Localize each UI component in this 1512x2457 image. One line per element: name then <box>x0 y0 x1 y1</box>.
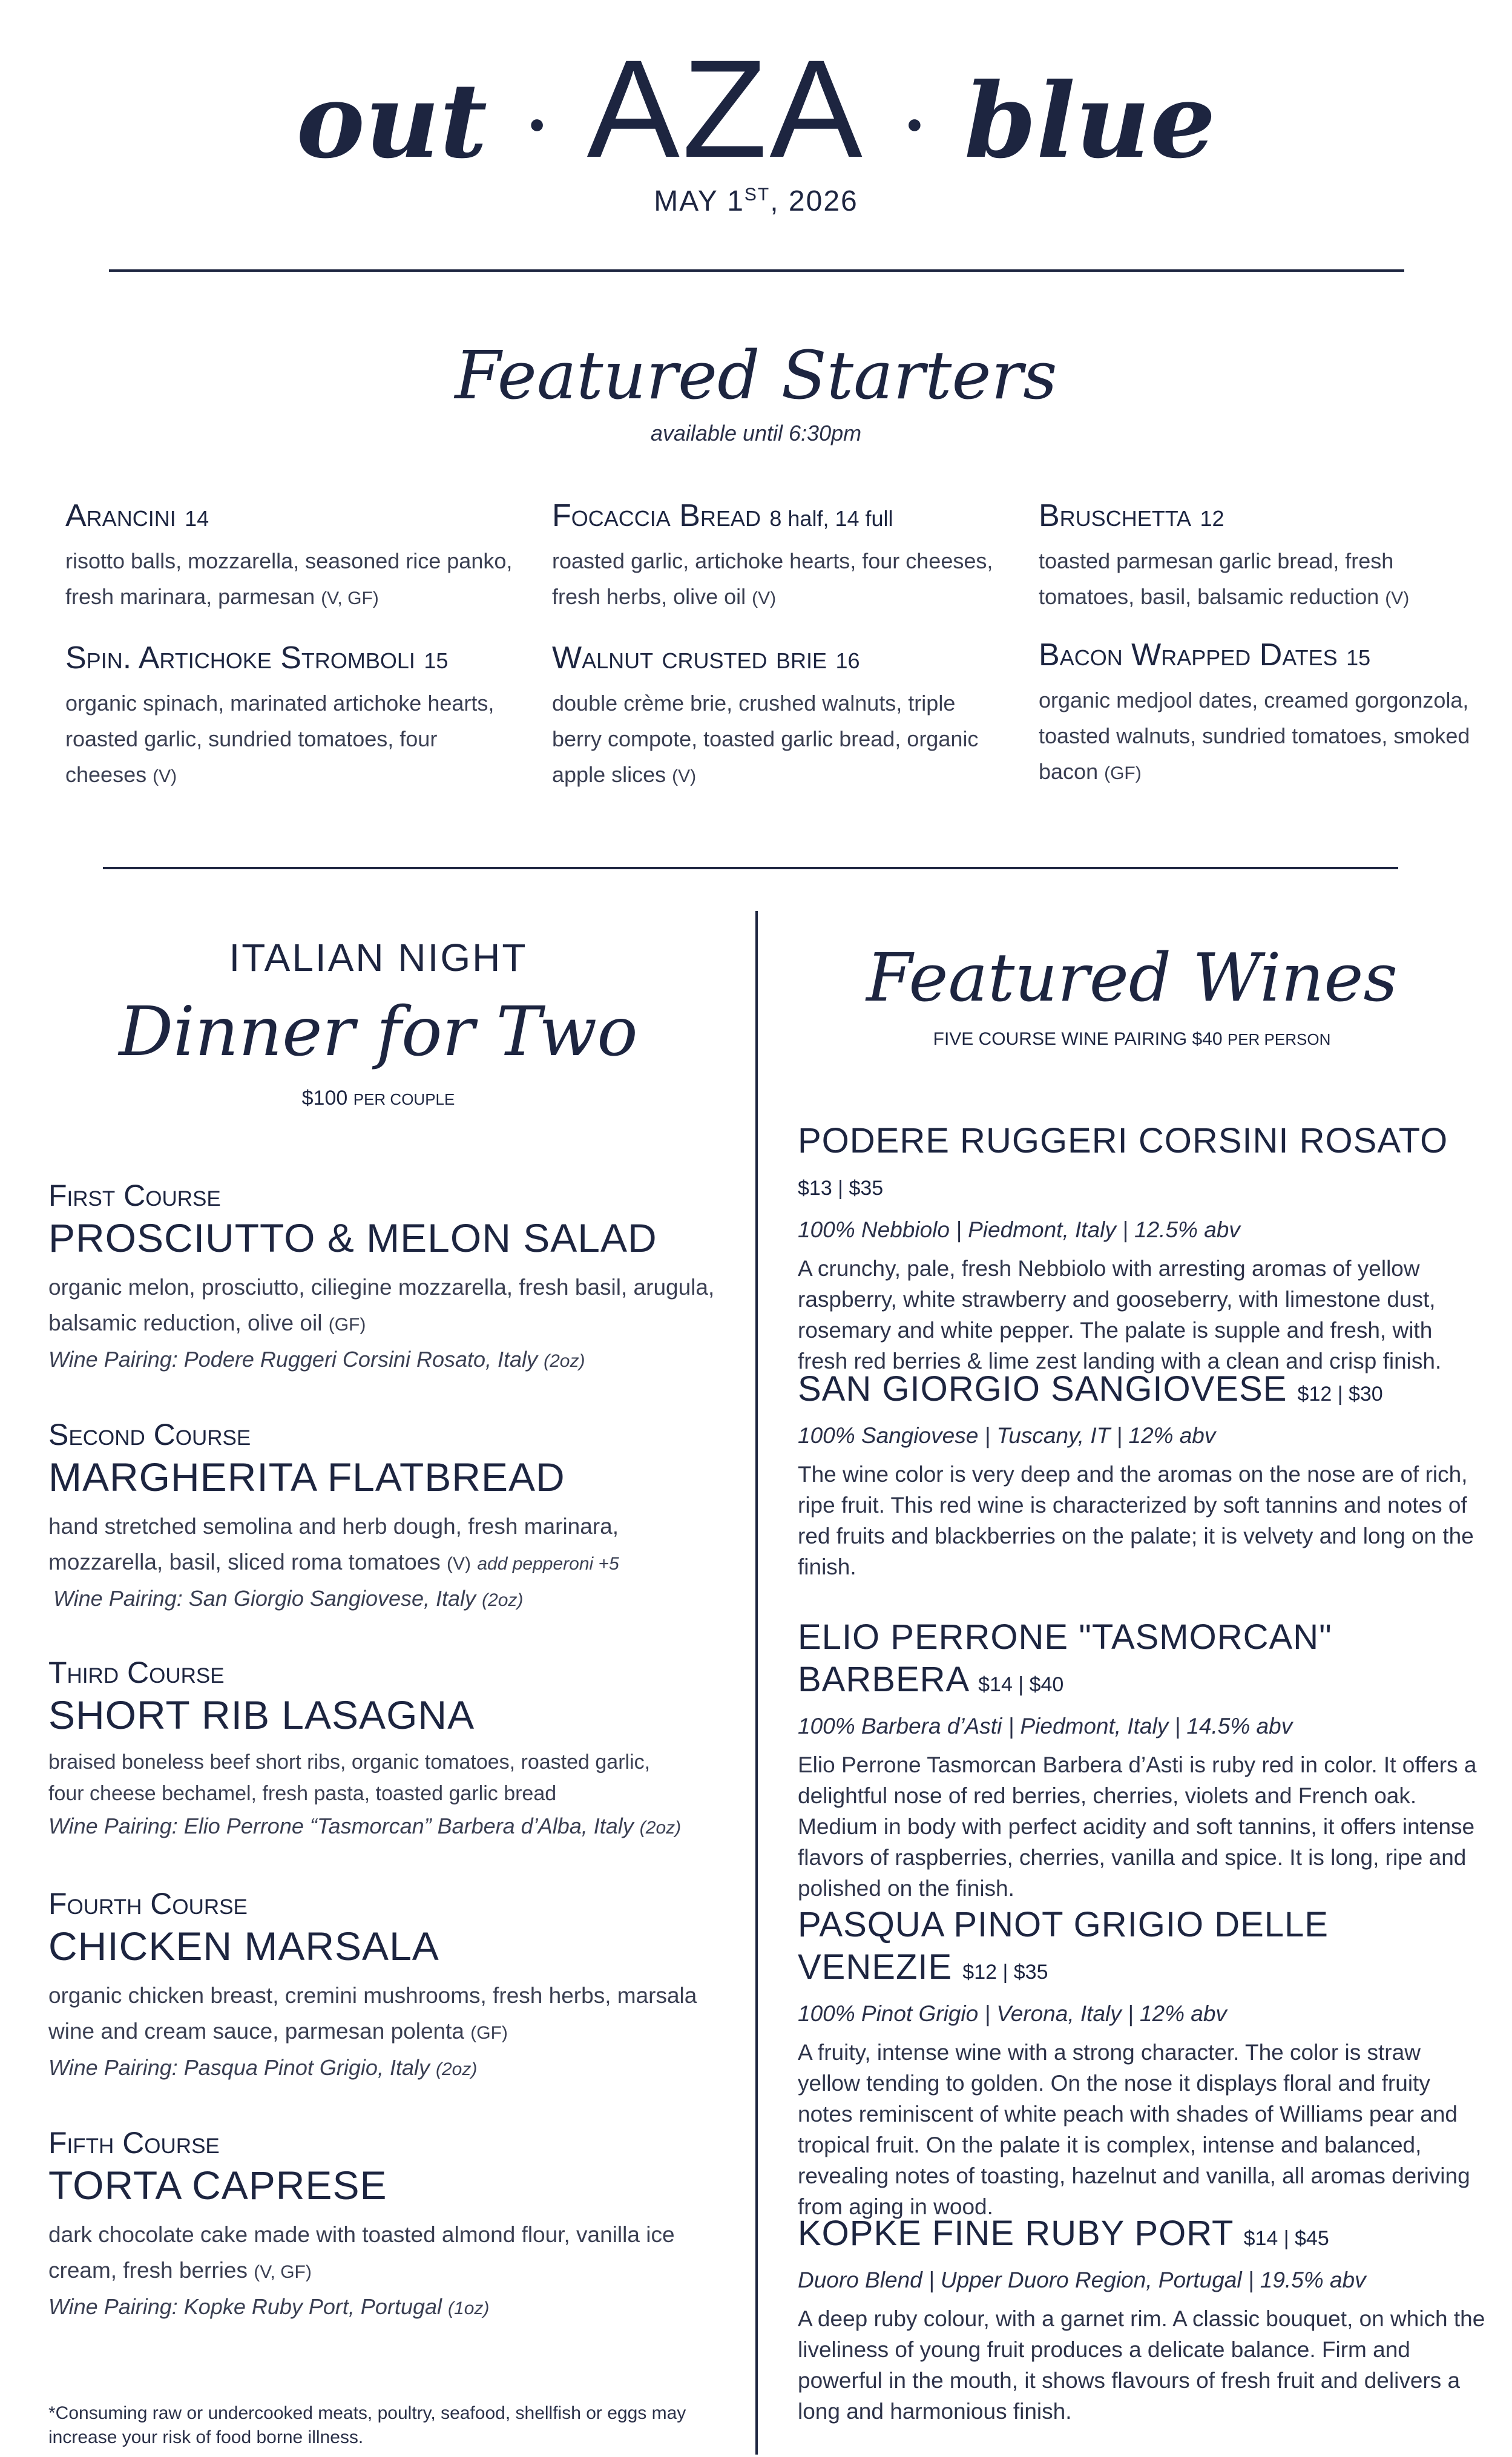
course-block <box>48 1886 732 2087</box>
course-tag: (V) <box>447 1554 472 1574</box>
wine-meta: Duoro Blend | Upper Duoro Region, Portugal | 19.5% abv <box>798 2268 1366 2292</box>
wine-name: PASQUA PINOT GRIGIO DELLE VENEZIE <box>798 1905 1329 1987</box>
starter-item <box>65 639 513 794</box>
wine-meta: 100% Sangiovese | Tuscany, IT | 12% abv <box>798 1423 1216 1448</box>
course-desc: hand stretched semolina and herb dough, fresh marinara, mozzarella, basil, sliced roma tomatoes <box>48 1514 619 1574</box>
course-pairing: Wine Pairing: San Giorgio Sangiovese, Italy <box>53 1586 476 1611</box>
starter-tag: (V) <box>1385 588 1410 608</box>
course-desc: dark chocolate cake made with toasted almond flour, vanilla ice cream, fresh berries <box>48 2222 675 2283</box>
starter-name: Focaccia Bread <box>552 498 761 533</box>
wine-name: PODERE RUGGERI CORSINI ROSATO <box>798 1121 1448 1160</box>
starter-item <box>1039 636 1487 791</box>
starter-item <box>1039 496 1487 616</box>
wine-notes: A deep ruby colour, with a garnet rim. A classic bouquet, on which the liveliness of young fruit produces a delicate balance. Firm and powerful in the mouth, it shows flavours of fresh fruit and delivers a long and harmonious finish. <box>798 2306 1485 2424</box>
wines-pairing-price: $40 <box>1192 1029 1223 1049</box>
starter-tag: (V) <box>672 766 697 786</box>
wine-item <box>798 1368 1488 1582</box>
wine-price: $14 | $45 <box>1243 2227 1329 2250</box>
wines-pairing-unit: PER PERSON <box>1227 1030 1331 1048</box>
course-label: Second Course <box>48 1418 251 1452</box>
divider <box>109 269 1404 272</box>
starter-price: 8 half, 14 full <box>769 506 893 531</box>
starter-price: 12 <box>1200 506 1224 531</box>
course-dish: SHORT RIB LASAGNA <box>48 1692 475 1737</box>
course-pour: (2oz) <box>436 2059 478 2079</box>
wine-notes: The wine color is very deep and the aromas on the nose are of rich, ripe fruit. This red wine is characterized by soft tannins and notes of red fruits and blackberries on the palate; it is velvety and long on the finish. <box>798 1462 1474 1579</box>
column-divider <box>755 911 758 2455</box>
course-desc: braised boneless beef short ribs, organic tomatoes, roasted garlic, four cheese bechamel, fresh pasta, toasted garlic bread <box>48 1751 651 1805</box>
starter-price: 15 <box>424 648 449 673</box>
wine-item <box>798 1904 1488 2222</box>
wines-title: Featured Wines <box>866 939 1398 1016</box>
wines-pairing-label: FIVE COURSE WINE PAIRING <box>933 1029 1188 1049</box>
course-desc: organic chicken breast, cremini mushrooms, fresh herbs, marsala wine and cream sauce, parmesan polenta <box>48 1983 697 2044</box>
starter-name: Bacon Wrapped Dates <box>1039 637 1338 673</box>
course-pour: (2oz) <box>639 1818 682 1838</box>
menu-date <box>0 185 1512 218</box>
course-pairing: Wine Pairing: Elio Perrone “Tasmorcan” Barbera d’Alba, Italy <box>48 1814 634 1838</box>
wine-notes: A crunchy, pale, fresh Nebbiolo with arresting aromas of yellow raspberry, white strawberry and gooseberry, with limestone dust, rosemary and white pepper. The palate is supple and fresh, with fresh red berries & lime zest landing with a clean and crisp finish. <box>798 1256 1442 1373</box>
wine-meta: 100% Pinot Grigio | Verona, Italy | 12% abv <box>798 2001 1227 2026</box>
wine-item <box>798 1616 1488 1904</box>
wine-notes: A fruity, intense wine with a strong character. The color is straw yellow tending to golden. On the nose it displays floral and fruity notes reminiscent of white peach with shades of Williams pear and tropical fruit. On the palate it is complex, intense and balanced, revealing notes of toasting, hazelnut and vanilla, all aromas deriving from aging in wood. <box>798 2040 1470 2219</box>
starter-price: 16 <box>835 648 860 673</box>
wines-subtitle <box>769 1029 1495 1050</box>
course-label: First Course <box>48 1179 221 1212</box>
course-desc: organic melon, prosciutto, ciliegine mozzarella, fresh basil, arugula, balsamic reduction, olive oil <box>48 1275 715 1335</box>
starter-tag: (V) <box>153 766 177 786</box>
course-addon: add pepperoni +5 <box>477 1554 619 1574</box>
course-label: Third Course <box>48 1656 225 1689</box>
dinner-price-unit: PER COUPLE <box>353 1090 455 1108</box>
wine-item <box>798 2212 1488 2427</box>
course-block <box>48 1177 732 1378</box>
food-safety-disclaimer: *Consuming raw or undercooked meats, poultry, seafood, shellfish or eggs may increase your risk of food borne illness. <box>48 2403 686 2447</box>
wine-price: $12 | $30 <box>1297 1383 1383 1406</box>
brand-word-mid: AZA <box>587 31 865 186</box>
course-pairing: Wine Pairing: Podere Ruggeri Corsini Rosato, Italy <box>48 1347 538 1372</box>
brand-dot-icon: · <box>900 73 929 179</box>
starter-tag: (V, GF) <box>321 588 379 608</box>
dinner-kicker: ITALIAN NIGHT <box>229 936 528 979</box>
starter-name: Bruschetta <box>1039 498 1192 533</box>
starter-desc: risotto balls, mozzarella, seasoned rice panko, fresh marinara, parmesan <box>65 548 513 609</box>
starter-price: 14 <box>185 506 209 531</box>
starter-desc: organic medjool dates, creamed gorgonzola, toasted walnuts, sundried tomatoes, smoked bacon <box>1039 688 1470 784</box>
date-year: , 2026 <box>770 185 858 217</box>
course-pour: (2oz) <box>544 1351 585 1371</box>
wine-price: $13 | $35 <box>798 1177 884 1200</box>
course-pour: (1oz) <box>448 2298 490 2318</box>
course-label: Fourth Course <box>48 1887 248 1921</box>
course-dish: CHICKEN MARSALA <box>48 1924 439 1969</box>
starter-desc: double crème brie, crushed walnuts, triple berry compote, toasted garlic bread, organic apple slices <box>552 691 979 787</box>
starter-desc: organic spinach, marinated artichoke hearts, roasted garlic, sundried tomatoes, four cheeses <box>65 691 495 787</box>
wine-name: SAN GIORGIO SANGIOVESE <box>798 1369 1287 1409</box>
wine-price: $12 | $35 <box>962 1961 1048 1984</box>
date-suffix: ST <box>744 185 771 205</box>
wine-item <box>798 1120 1488 1377</box>
starter-item <box>65 496 513 616</box>
starter-desc: roasted garlic, artichoke hearts, four cheeses, fresh herbs, olive oil <box>552 548 993 609</box>
starter-item <box>552 496 1000 616</box>
dinner-price-amount: $100 <box>301 1087 348 1110</box>
course-block <box>48 1416 732 1617</box>
starter-desc: toasted parmesan garlic bread, fresh tomatoes, basil, balsamic reduction <box>1039 548 1394 609</box>
starters-title: Featured Starters <box>455 337 1057 414</box>
course-pour: (2oz) <box>482 1590 524 1610</box>
course-dish: TORTA CAPRESE <box>48 2163 387 2208</box>
starter-tag: (GF) <box>1104 763 1142 783</box>
course-tag: (V, GF) <box>254 2262 312 2282</box>
starters-subtitle: available until 6:30pm <box>650 421 862 446</box>
brand-dot-icon: · <box>522 73 552 179</box>
course-pairing: Wine Pairing: Kopke Ruby Port, Portugal <box>48 2294 442 2319</box>
starter-name: Arancini <box>65 498 176 533</box>
date-main: MAY 1 <box>654 185 744 217</box>
course-tag: (GF) <box>470 2023 508 2043</box>
starter-item <box>552 639 1000 794</box>
wine-meta: 100% Barbera d’Asti | Piedmont, Italy | 14.5% abv <box>798 1714 1293 1738</box>
wine-name: ELIO PERRONE "TASMORCAN" BARBERA <box>798 1617 1332 1699</box>
starter-name: Spin. Artichoke Stromboli <box>65 640 415 676</box>
brand-word-right: blue <box>964 61 1216 182</box>
wine-name: KOPKE FINE RUBY PORT <box>798 2214 1234 2253</box>
wine-meta: 100% Nebbiolo | Piedmont, Italy | 12.5% abv <box>798 1217 1240 1242</box>
course-pairing: Wine Pairing: Pasqua Pinot Grigio, Italy <box>48 2055 430 2080</box>
starter-price: 15 <box>1346 645 1371 670</box>
wine-notes: Elio Perrone Tasmorcan Barbera d’Asti is ruby red in color. It offers a delightful nose of red berries, cherries, violets and French oak. Medium in body with perfect acidity and soft tannins, it offers intense flavors of raspberries, cherries, vanilla and spice. It is long, ripe and polished on the finish. <box>798 1752 1477 1901</box>
starter-tag: (V) <box>752 588 777 608</box>
course-tag: (GF) <box>328 1315 366 1335</box>
divider <box>103 867 1398 869</box>
course-block <box>48 2125 732 2326</box>
course-dish: MARGHERITA FLATBREAD <box>48 1455 565 1499</box>
course-label: Fifth Course <box>48 2126 220 2160</box>
course-dish: PROSCIUTTO & MELON SALAD <box>48 1215 657 1260</box>
course-block <box>48 1654 732 1845</box>
dinner-title: Dinner for Two <box>119 993 638 1071</box>
wine-price: $14 | $40 <box>978 1673 1064 1696</box>
brand-word-left: out <box>296 61 488 182</box>
dinner-price <box>0 1087 757 1110</box>
brand-logo <box>0 31 1512 199</box>
starter-name: Walnut crusted brie <box>552 640 827 676</box>
